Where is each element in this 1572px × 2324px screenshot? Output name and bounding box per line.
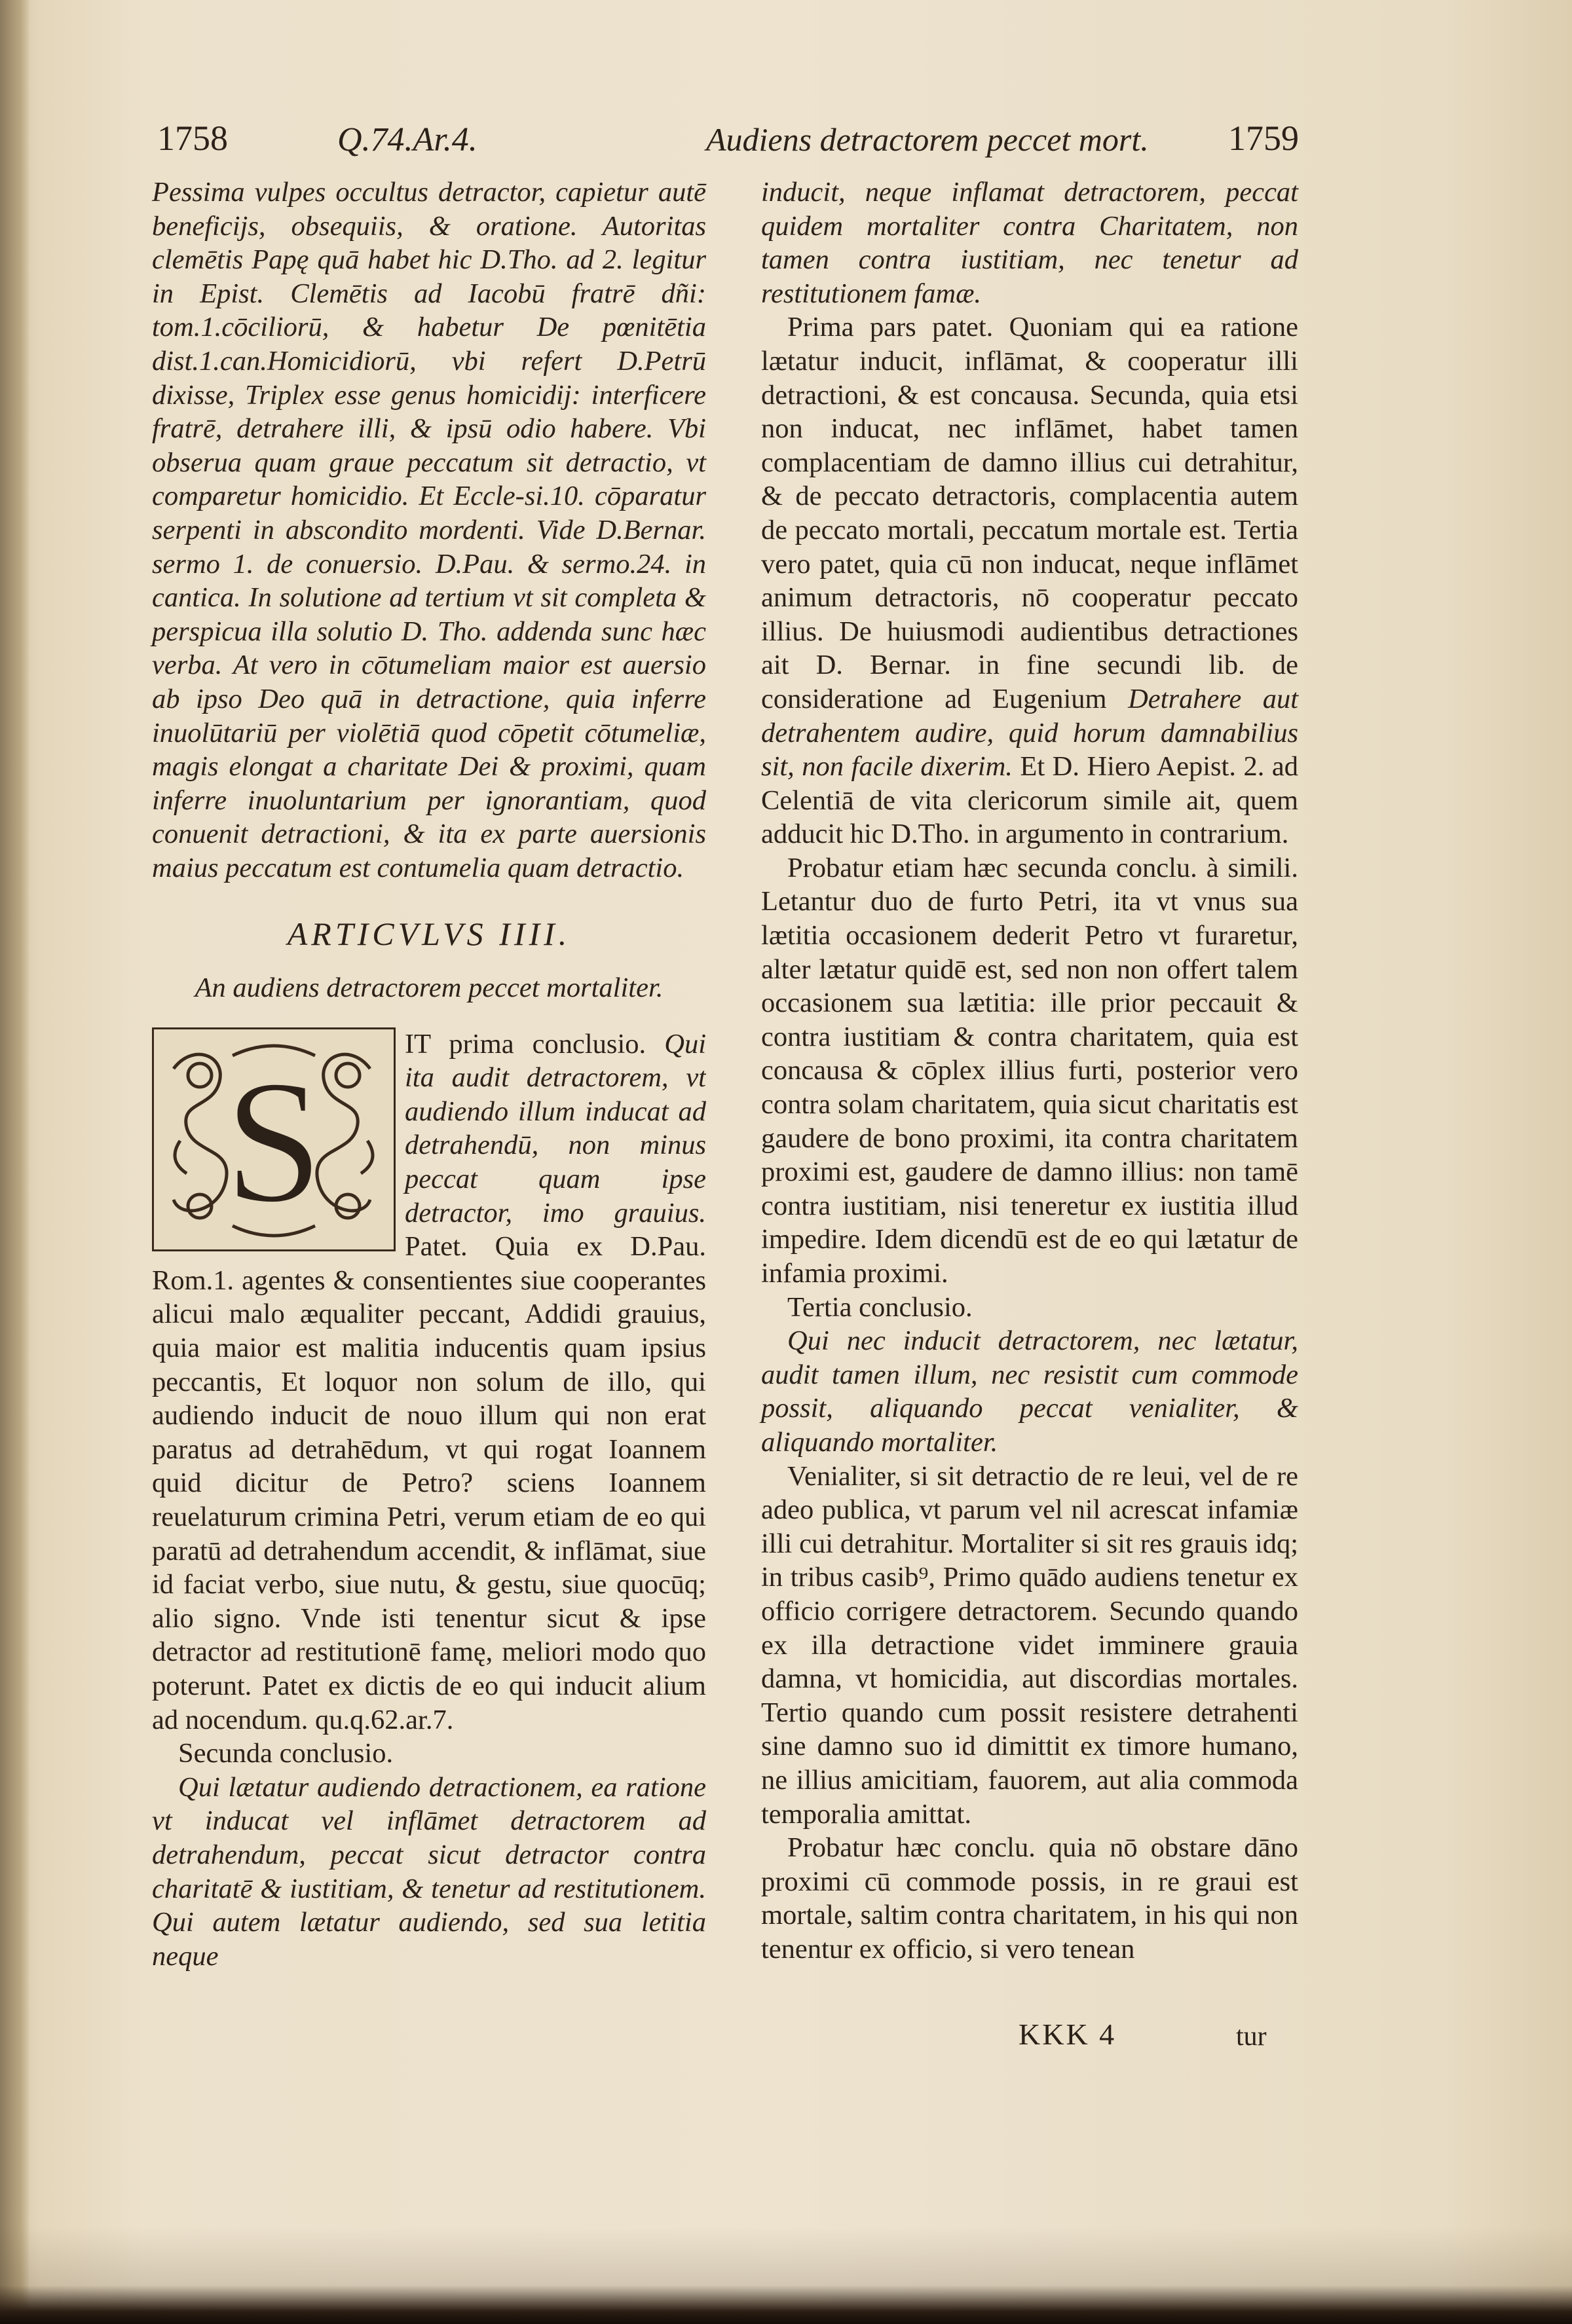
left-column <box>152 175 706 1973</box>
first-conclusion-statement: Qui ita audit detractorem, vt audiendo illum inducat ad detrahendū, non minus peccat quam ipse detractor, imo grauius. <box>405 1028 706 1228</box>
page-number-right: 1759 <box>1228 119 1299 158</box>
ornamental-initial <box>152 1027 396 1251</box>
bernard-quote: Detrahere aut detrahentem audire, quid horum damnabilius sit, non facile dixerim. <box>761 683 1299 783</box>
page-number-left: 1758 <box>157 119 228 158</box>
venialiter-paragraph: Venialiter, si sit detractio de re leui, vel de re adeo publica, vt parum vel nil acrescat infamiæ illi cui detrahitur. Mortaliter si sit res grauis idq; in tribus casib⁹, Primo quādo audiens tenetur ex officio corrigere detractorem. Secundo quando ex illa detractione videt imminere grauia damna, vt homicidia, aut discordias mortales. Tertio quando cum possit resistere detrahenti sine damno suo id dimittit ex timore humano, ne illius amicitiam, fauorem, aut alia commoda temporalia amittat. <box>761 1460 1298 1830</box>
second-conclusion-statement: Qui lætatur audiendo detractionem, ea ratione vt inducat vel inflāmet detractorem ad detrahendum, peccat sicut detractor contra charitatē & iustitiam, & tenetur ad restitutionem. Qui autem lætatur audiendo, sed sua letitia neque <box>152 1771 706 1972</box>
article-heading: ARTICVLVS IIII. <box>287 915 571 953</box>
final-paragraph: Probatur hæc conclu. quia nō obstare dāno proximi cū commode possis, in re graui est mortale, saltim contra charitatem, in his qui non tenentur ex officio, si vero tenean <box>761 1832 1298 1964</box>
second-conclusion-continued: inducit, neque inflamat detractorem, peccat quidem mortaliter contra Charitatem, non tamen contra iustitiam, nec tenetur ad restitutionem famæ. <box>761 177 1298 309</box>
catchword: tur <box>1236 2021 1267 2052</box>
prima-pars-end: Et D. Hiero Aepist. 2. ad Celentiā de vita clericorum simile ait, quem adducit hic D.Tho. in argumento in contrarium. <box>761 751 1298 850</box>
prima-pars-paragraph <box>761 310 1298 851</box>
first-conclusion-label: IT prima conclusio. <box>405 1028 665 1060</box>
first-conclusion-block <box>152 1027 706 1737</box>
book-spine-shadow <box>0 0 30 2324</box>
floral-ornament-icon <box>154 1029 394 1249</box>
first-conclusion-proof: Patet. Quia ex D.Pau. Rom.1. agentes & consentientes siue cooperantes alicui malo æqualiter peccant, Addidi grauius, quia maior est malitia inducentis quam ipsius peccantis, Et loquor non solum de illo, qui audiendo inducit de nouo illum qui non erat paratus ad detrahēdum, vt qui rogat Ioannem quid dicitur de Petro? sciens Ioannem reuelaturum crimina Petri, verum etiam de eo qui paratū ad detrahendum accendit, & inflāmat, siue id faciat verbo, siue nutu, & gestu, siue quocūq; alio signo. Vnde isti tenentur sicut & ipse detractor ad restitutionē famę, meliori modo quo poterunt. Patet ex dictis de eo qui inducit alium ad nocendum. qu.q.62.ar.7. <box>152 1231 706 1735</box>
bottom-edge-shadow <box>0 2226 1572 2324</box>
third-conclusion-label: Tertia conclusio. <box>787 1291 973 1323</box>
prima-pars-text: Prima pars patet. Quoniam qui ea ratione lætatur inducit, inflāmat, & cooperatur illi detractioni, & est concausa. Secunda, quia etsi non inducat, nec inflāmet, habet tamen complacentiam de damno illius cui detrahitur, & de peccato detractoris, complacentia autem de peccato mortali, peccatum mortale est. Tertia vero patet, quia cū non inducat, neque inflāmet animum detractoris, nō cooperatur peccato illius. De huiusmodi audientibus detractiones ait D. Bernar. in fine secundi lib. de consideratione ad Eugenium <box>761 312 1298 714</box>
second-conclusion-label: Secunda conclusio. <box>178 1738 394 1769</box>
running-head-right: Audiens detractorem peccet mort. <box>706 121 1149 158</box>
opening-paragraph: Pessima vulpes occultus detractor, capietur autē beneficijs, obsequiis, & oratione. Autoritas clemētis Papę quā habet hic D.Tho. ad 2. legitur in Epist. Clemētis ad Iacobū fratrē dñi: tom.1.cōciliorū, & habetur De pœnitētia dist.1.can.Homicidiorū, vbi refert D.Petrū dixisse, Triplex esse genus homicidij: interficere fratrē, detrahere illi, & ipsū odio habere. Vbi obserua quam graue peccatum sit detractio, vt comparetur homicidio. Et Eccle-si.10. cōparatur serpenti in abscondito mordenti. Vide D.Bernar. sermo 1. de conuersio. D.Pau. & sermo.24. in cantica. In solutione ad tertium vt sit completa & perspicua illa solutio D. Tho. addenda sunc hæc verba. At vero in cōtumeliam maior est auersio ab ipso Deo quā in detractione, quia inferre inuolūtariū per violētiā quod cōpetit cōtumeliæ, magis elongat a charitate Dei & proximi, quam inferre inuoluntarium per ignorantiam, quod conuenit detractioni, & ita ex parte auersionis maius peccatum est contumelia quam detractio. <box>152 177 706 883</box>
right-column <box>761 175 1298 1966</box>
signature-mark: KKK 4 <box>1019 2018 1117 2051</box>
running-head-left: Q.74.Ar.4. <box>337 121 477 158</box>
article-question: An audiens detractorem peccet mortaliter. <box>195 972 664 1004</box>
third-conclusion-statement: Qui nec inducit detractorem, nec lætatur, audit tamen illum, nec resistit cum commode possit, aliquando peccat venialiter, & aliquando mortaliter. <box>761 1325 1298 1458</box>
running-header <box>157 118 1323 170</box>
probatur-paragraph: Probatur etiam hæc secunda conclu. à simili. Letantur duo de furto Petri, ita vt vnus sua lætitia occasionem dederit Petro vt furaretur, alter lætatur quidē est, sed non non offert talem occasionem sua lætitia: ille prior peccauit & contra iustitiam & contra charitatem, quia est concausa & cōplex illius furti, posterior vero contra solam charitatem, quia sicut charitatis est gaudere de bono proximi, ita contra charitatem proximi est, gaudere de damno illius: non tamē contra iustitiam, nisi teneretur ex iustitia illud impedire. Idem dicendū est de eo qui lætatur de infamia proximi. <box>761 852 1298 1289</box>
dropcap-letter: S <box>224 1043 324 1240</box>
